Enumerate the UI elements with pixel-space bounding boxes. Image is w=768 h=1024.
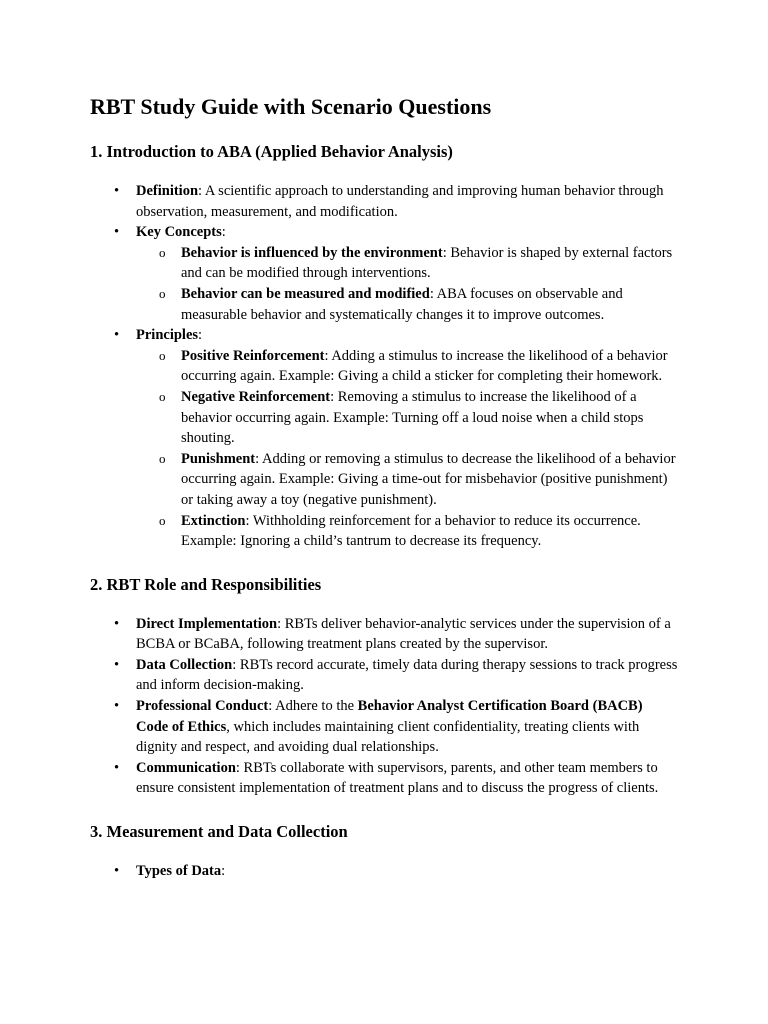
item-term-secondary: Behavior Analyst Certification Board (BACB) Code of Ethics	[136, 698, 643, 735]
document-title: RBT Study Guide with Scenario Questions	[90, 94, 492, 119]
list-item	[114, 614, 678, 655]
bullet-icon: •	[114, 183, 120, 199]
item-text: : Adding a stimulus to increase the likelihood of a behavior occurring again. Example: Giving a child a sticker for completing their homework.	[181, 347, 668, 385]
item-term: Principles	[136, 327, 199, 344]
sub-list-item	[159, 243, 678, 284]
item-term: Professional Conduct	[136, 698, 269, 715]
section-list	[90, 861, 678, 882]
item-term: Extinction	[181, 512, 246, 529]
item-text: : Adhere to the	[268, 698, 358, 715]
list-item	[114, 696, 678, 758]
sub-list-item	[159, 449, 678, 511]
item-text: : RBTs collaborate with supervisors, parents, and other team members to ensure consistent implementation of treatment plans and to discuss the progress of clients.	[136, 759, 659, 797]
sub-list-item	[159, 284, 678, 325]
item-text: :	[221, 863, 226, 880]
item-text: : RBTs deliver behavior-analytic services under the supervision of a BCBA or BCaBA, following treatment plans created by the supervisor.	[136, 615, 671, 653]
item-term: Key Concepts	[136, 224, 222, 241]
bullet-icon: •	[114, 656, 120, 673]
sub-list	[136, 243, 678, 325]
list-item	[114, 222, 678, 325]
list-item	[114, 181, 678, 222]
item-text: : A scientific approach to understanding and improving human behavior through observation, measurement, and modification.	[136, 183, 664, 220]
section-list	[90, 181, 678, 552]
list-item	[114, 861, 678, 882]
item-term: Behavior is influenced by the environment	[181, 244, 443, 261]
item-text: : RBTs record accurate, timely data during therapy sessions to track progress and inform decision-making.	[136, 656, 678, 694]
item-term: Types of Data	[136, 863, 222, 880]
item-text: : Removing a stimulus to increase the likelihood of a behavior occurring again. Example: Turning off a loud noise when a child stops shouting.	[181, 388, 644, 447]
item-text: : ABA focuses on observable and measurable behavior and systematically changes it to improve outcomes.	[181, 285, 623, 323]
item-term: Negative Reinforcement	[181, 388, 331, 405]
list-item	[114, 325, 678, 552]
item-text: :	[198, 327, 203, 344]
section-list	[90, 614, 678, 799]
bullet-icon: •	[114, 759, 120, 776]
sub-list	[136, 346, 678, 552]
section-heading: 2. RBT Role and Responsibilities	[90, 574, 322, 594]
circle-bullet-icon: o	[159, 450, 166, 466]
bullet-icon: •	[114, 224, 120, 241]
circle-bullet-icon: o	[159, 512, 166, 528]
section-heading: 3. Measurement and Data Collection	[90, 822, 348, 842]
bullet-icon: •	[114, 698, 120, 715]
item-term: Definition	[136, 183, 199, 199]
item-text: : Behavior is shaped by external factors and can be modified through interventions.	[181, 244, 673, 282]
bullet-icon: •	[114, 863, 120, 880]
item-text: : Adding or removing a stimulus to decrease the likelihood of a behavior occurring again. Example: Giving a time-out for misbehavior (positive punishment) or taking away a toy (negative punishment).	[181, 450, 676, 508]
sub-list-item	[159, 346, 678, 387]
circle-bullet-icon: o	[159, 244, 166, 260]
bullet-icon: •	[114, 615, 120, 632]
item-term: Punishment	[181, 450, 256, 467]
bullet-icon: •	[114, 327, 120, 344]
circle-bullet-icon: o	[159, 285, 166, 301]
item-text-secondary: , which includes maintaining client confidentiality, treating clients with dignity and respect, and avoiding dual relationships.	[136, 718, 640, 756]
item-text: :	[221, 224, 226, 241]
sub-list-item	[159, 511, 678, 552]
circle-bullet-icon: o	[159, 347, 166, 363]
list-item	[114, 758, 678, 799]
item-term: Positive Reinforcement	[181, 347, 325, 364]
sub-list-item	[159, 387, 678, 449]
item-term: Communication	[136, 759, 236, 776]
item-term: Direct Implementation	[136, 615, 278, 632]
item-term: Data Collection	[136, 656, 233, 673]
item-text: : Withholding reinforcement for a behavior to reduce its occurrence. Example: Ignoring a child’s tantrum to decrease its frequency.	[181, 512, 641, 550]
list-item	[114, 655, 678, 696]
item-term: Behavior can be measured and modified	[181, 285, 430, 302]
section-heading: 1. Introduction to ABA (Applied Behavior Analysis)	[90, 142, 453, 161]
circle-bullet-icon: o	[159, 388, 166, 404]
